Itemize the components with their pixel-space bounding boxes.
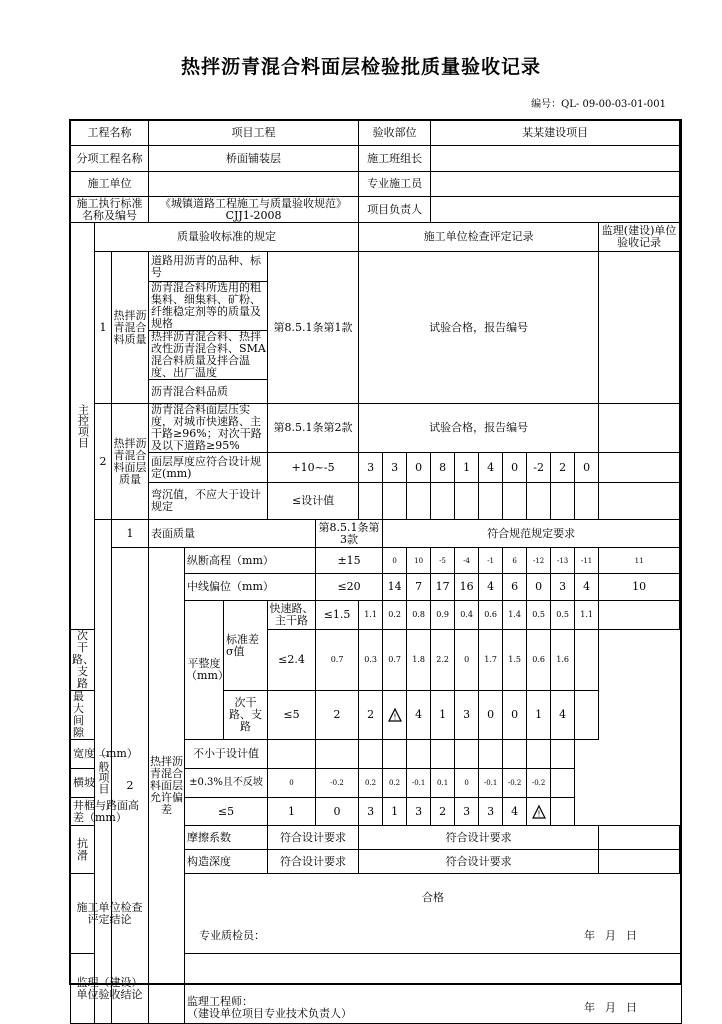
centerline-offset-tolerance: ≤20 <box>316 574 383 601</box>
project-name-value: 项目工程 <box>149 121 359 146</box>
crossfall-tolerance: ±0.3%且不反坡 <box>185 769 268 798</box>
supervision-record-header: 监理(建设)单位验收记录 <box>599 223 680 252</box>
compaction-clause: 第8.5.1条第2款 <box>268 404 359 453</box>
inspection-form <box>70 120 682 1024</box>
manhole-value: 1 <box>383 798 407 826</box>
expressway-value: 0.5 <box>527 601 551 630</box>
acceptance-part-value: 某某建设项目 <box>431 121 680 146</box>
thickness-value: 8 <box>431 453 455 483</box>
crossfall-supervision <box>551 769 575 798</box>
main-item1-clause: 第8.5.1条第1款 <box>268 252 359 404</box>
thickness-tolerance: +10~-5 <box>268 453 359 483</box>
profile-value: 0 <box>383 548 407 574</box>
manhole-value: 4 <box>503 798 527 826</box>
crossfall-value: 0 <box>455 769 479 798</box>
manhole-value: 2 <box>431 798 455 826</box>
centerline-value: 6 <box>503 574 527 601</box>
centerline-value: 4 <box>575 574 599 601</box>
thickness-value: 3 <box>359 453 383 483</box>
centerline-value: 16 <box>455 574 479 601</box>
profile-value: -5 <box>431 548 455 574</box>
thickness-value: -2 <box>527 453 551 483</box>
deflection-supervision <box>599 483 680 520</box>
thickness-value: 4 <box>479 453 503 483</box>
surface-quality-supervision <box>680 520 682 548</box>
crossfall-value: 0 <box>268 769 316 798</box>
profile-value: -11 <box>575 548 599 574</box>
crossfall-value: -0.2 <box>503 769 527 798</box>
friction-tolerance: 符合设计要求 <box>268 826 359 850</box>
standard-label: 施工执行标准名称及编号 <box>71 197 149 223</box>
warning-triangle-icon <box>388 708 402 722</box>
texture-depth-supervision <box>599 850 680 874</box>
crossfall-value: -0.2 <box>316 769 359 798</box>
max-gap-label: 最大间隙 <box>71 691 95 740</box>
width-value <box>359 740 383 769</box>
centerline-supervision <box>680 574 682 601</box>
main-item1-result: 试验合格，报告编号 <box>359 252 599 404</box>
deflection-value <box>479 483 503 520</box>
expressway-value: 0.9 <box>431 601 455 630</box>
construction-record-header: 施工单位检查评定记录 <box>359 223 599 252</box>
width-value <box>503 740 527 769</box>
gap-value: 0 <box>479 691 503 740</box>
construction-conclusion-area <box>185 874 682 954</box>
gap-value-warning <box>383 691 407 740</box>
secondary-value: 1.8 <box>407 630 431 691</box>
friction-label: 摩擦系数 <box>185 826 268 850</box>
centerline-value: 0 <box>527 574 551 601</box>
main-item1-name: 热拌沥青混合料质量 <box>112 252 149 404</box>
main-item1-supervision <box>599 252 680 404</box>
supervision-conclusion-label: 监理（建设）单位验收结论 <box>71 954 149 1024</box>
gap-value: 1 <box>527 691 551 740</box>
friction-supervision <box>599 826 680 850</box>
thickness-value: 3 <box>383 453 407 483</box>
thickness-value: 2 <box>551 453 575 483</box>
crossfall-value: -0.1 <box>407 769 431 798</box>
gap-value: 2 <box>359 691 383 740</box>
flatness-label: 平整度（mm） <box>185 601 224 740</box>
profile-elevation-label: 纵断高程（mm） <box>185 548 316 574</box>
width-value <box>431 740 455 769</box>
gap-supervision <box>575 691 599 740</box>
width-tolerance: 不小于设计值 <box>185 740 268 769</box>
manhole-value: 1 <box>268 798 316 826</box>
profile-value: -13 <box>551 548 575 574</box>
profile-value: -12 <box>527 548 551 574</box>
team-leader-value <box>431 146 680 172</box>
secondary-value: 0.7 <box>316 630 359 691</box>
expressway-value: 0.5 <box>551 601 575 630</box>
width-value <box>455 740 479 769</box>
main-item2-name: 热拌沥青混合料面层质量 <box>112 404 149 520</box>
secondary-value: 1.6 <box>551 630 575 691</box>
secondary-value: 1.7 <box>479 630 503 691</box>
deflection-value <box>359 483 383 520</box>
centerline-value: 7 <box>407 574 431 601</box>
compaction-supervision <box>599 404 680 453</box>
texture-depth-tolerance: 符合设计要求 <box>268 850 359 874</box>
texture-depth-result: 符合设计要求 <box>359 850 599 874</box>
thickness-value: 1 <box>455 453 479 483</box>
texture-depth-label: 构造深度 <box>185 850 268 874</box>
professional-worker-value <box>431 172 680 197</box>
profile-value: -4 <box>455 548 479 574</box>
project-manager-label: 项目负责人 <box>359 197 431 223</box>
std-dev-label: 标准差σ值 <box>224 601 268 691</box>
gap-value: 2 <box>316 691 359 740</box>
general-items-label: 一般项目 <box>95 520 112 1024</box>
quality-inspector-label: 专业质检员： <box>199 929 266 942</box>
sub-project-label: 分项工程名称 <box>71 146 149 172</box>
surface-quality-result: 符合规范规定要求 <box>383 520 680 548</box>
sub-project-value: 桥面铺装层 <box>149 146 359 172</box>
standard-value: 《城镇道路工程施工与质量验收规范》CJJ1-2008 <box>149 197 359 223</box>
width-value <box>407 740 431 769</box>
supervision-conclusion-area <box>185 954 682 1024</box>
secondary-value: 0.3 <box>359 630 383 691</box>
gap-value: 3 <box>455 691 479 740</box>
construction-conclusion-result: 合格 <box>422 891 445 904</box>
acceptance-part-label: 验收部位 <box>359 121 431 146</box>
construction-conclusion-label: 施工单位检查评定结论 <box>71 874 149 954</box>
gap-value: 4 <box>407 691 431 740</box>
thickness-label: 面层厚度应符合设计规定(mm) <box>149 453 268 483</box>
centerline-value: 4 <box>479 574 503 601</box>
document-code: 编号：QL- 09-00-03-01-001 <box>531 99 666 110</box>
team-leader-label: 施工班组长 <box>359 146 431 172</box>
secondary-road-label: 次干路、支路 <box>72 629 94 690</box>
deflection-label: 弯沉值，不应大于设计规定 <box>149 483 268 520</box>
secondary-value: 0.6 <box>527 630 551 691</box>
deflection-value <box>503 483 527 520</box>
centerline-offset-label: 中线偏位（mm） <box>185 574 316 601</box>
deflection-value <box>383 483 407 520</box>
warning-mark: ! <box>537 809 541 818</box>
crossfall-value: 0.1 <box>431 769 455 798</box>
width-value <box>527 740 551 769</box>
supervision-conclusion-date: 年月日 <box>584 1001 647 1014</box>
main-item2-no: 2 <box>95 404 112 520</box>
manhole-value: 0 <box>316 798 359 826</box>
crossfall-value: 0.2 <box>383 769 407 798</box>
expressway-value: 0.8 <box>407 601 431 630</box>
gap-tolerance: ≤5 <box>268 691 316 740</box>
manhole-tolerance: ≤5 <box>185 798 268 826</box>
page-title: 热拌沥青混合料面层检验批质量验收记录 <box>180 56 541 78</box>
secondary-supervision <box>575 630 599 691</box>
crossfall-label: 横坡 <box>71 769 149 798</box>
construction-conclusion-date: 年月日 <box>584 929 647 942</box>
compaction-label: 沥青混合料面层压实度，对城市快速路、主干路≥96%；对次干路及以下道路≥95% <box>149 404 268 453</box>
profile-value: 6 <box>503 548 527 574</box>
manhole-supervision <box>551 798 575 826</box>
manhole-value: 3 <box>455 798 479 826</box>
expressway-value: 1.1 <box>575 601 599 630</box>
compaction-result: 试验合格，报告编号 <box>359 404 599 453</box>
expressway-supervision <box>599 601 680 630</box>
width-value <box>316 740 359 769</box>
thickness-value: 0 <box>575 453 599 483</box>
width-supervision <box>551 740 575 769</box>
general-item1-no: 1 <box>112 520 149 548</box>
project-manager-value <box>431 197 680 223</box>
centerline-value: 3 <box>551 574 575 601</box>
deflection-value <box>551 483 575 520</box>
deflection-value <box>431 483 455 520</box>
thickness-value: 0 <box>407 453 431 483</box>
professional-worker-label: 专业施工员 <box>359 172 431 197</box>
profile-supervision <box>680 548 682 574</box>
surface-quality-label: 表面质量 <box>149 520 316 548</box>
construction-unit-value <box>149 172 359 197</box>
secondary-value: 1.5 <box>503 630 527 691</box>
manhole-value-warning <box>527 798 551 826</box>
manhole-value: 3 <box>407 798 431 826</box>
expressway-value: 0.2 <box>383 601 407 630</box>
manhole-value: 3 <box>359 798 383 826</box>
project-name-label: 工程名称 <box>71 121 149 146</box>
supervision-engineer-label: 监理工程师： <box>187 995 254 1008</box>
main-item1-sub1: 道路用沥青的品种、标号 <box>149 252 268 282</box>
secondary-value: 2.2 <box>431 630 455 691</box>
main-item1-sub4: 沥青混合料品质 <box>149 380 268 404</box>
profile-value: -1 <box>479 548 503 574</box>
manhole-label: 井框与路面高差（mm） <box>71 798 149 826</box>
deflection-tolerance: ≤设计值 <box>268 483 359 520</box>
general-item2-name: 热拌沥青混合料面层允许偏差 <box>149 548 185 1024</box>
profile-value: 10 <box>407 548 431 574</box>
expressway-value: 1.4 <box>503 601 527 630</box>
expressway-value: 0.6 <box>479 601 503 630</box>
thickness-supervision <box>599 453 680 483</box>
secondary-value: 0.7 <box>383 630 407 691</box>
expressway-value: 1.1 <box>359 601 383 630</box>
main-items-label: 主控项目 <box>71 223 95 630</box>
deflection-value <box>455 483 479 520</box>
friction-result: 符合设计要求 <box>359 826 599 850</box>
deflection-value <box>527 483 551 520</box>
gap-value: 1 <box>431 691 455 740</box>
expressway-tolerance: ≤1.5 <box>316 601 359 630</box>
width-label: 宽度（mm） <box>71 740 149 769</box>
width-value <box>479 740 503 769</box>
crossfall-value: -0.1 <box>479 769 503 798</box>
warning-triangle-icon <box>532 805 546 819</box>
warning-mark: ! <box>392 712 397 722</box>
centerline-value: 17 <box>431 574 455 601</box>
thickness-value: 0 <box>503 453 527 483</box>
surface-quality-clause: 第8.5.1条第3款 <box>316 520 383 548</box>
crossfall-value: 0.2 <box>359 769 383 798</box>
profile-elevation-tolerance: ±15 <box>316 548 383 574</box>
main-item1-sub2: 沥青混合料所选用的粗集料、细集料、矿粉、纤维稳定剂等的质量及规格 <box>149 282 268 331</box>
centerline-value: 14 <box>383 574 407 601</box>
main-item1-no: 1 <box>95 252 112 404</box>
centerline-value: 10 <box>599 574 680 601</box>
secondary-value: 0 <box>455 630 479 691</box>
gap-value: 0 <box>503 691 527 740</box>
expressway-value: 0.4 <box>455 601 479 630</box>
secondary-road-tolerance: ≤2.4 <box>268 630 316 691</box>
deflection-value <box>575 483 599 520</box>
construction-unit-label: 施工单位 <box>71 172 149 197</box>
gap-road-label: 次干路、支路 <box>224 691 268 740</box>
crossfall-value: -0.2 <box>527 769 551 798</box>
expressway-label: 快速路、主干路 <box>268 601 316 630</box>
deflection-value <box>407 483 431 520</box>
general-item2-no: 2 <box>112 548 149 1024</box>
manhole-value: 3 <box>479 798 503 826</box>
supervision-engineer-note: （建设单位项目专业技术负责人） <box>187 1007 353 1020</box>
gap-value: 4 <box>551 691 575 740</box>
main-item1-sub3: 热拌沥青混合料、热拌改性沥青混合料、SMA混合料质量及拌合温度、出厂温度 <box>149 331 268 380</box>
width-value <box>268 740 316 769</box>
standard-column-header: 质量验收标准的规定 <box>95 223 359 252</box>
skid-resistance-label: 抗滑 <box>71 826 95 874</box>
width-value <box>383 740 407 769</box>
profile-value: 11 <box>599 548 680 574</box>
